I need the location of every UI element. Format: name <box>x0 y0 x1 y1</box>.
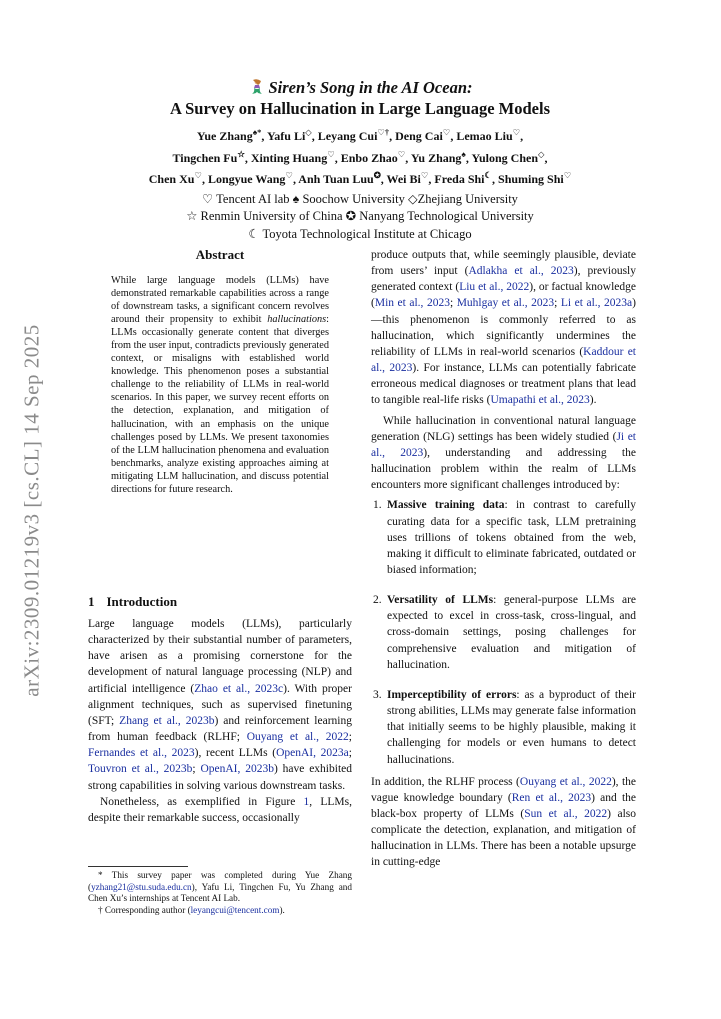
author-name: Wei Bi♡ <box>386 171 429 186</box>
citation-link[interactable]: Fernandes et al., 2023 <box>88 747 195 760</box>
author-name: Yue Zhang♠* <box>196 128 262 143</box>
arxiv-id: arXiv:2309.01219v3 [cs.CL] 14 Sep 2025 <box>19 323 44 697</box>
right-paragraph-2: While hallucination in conventional natural language generation (NLG) settings has been widely studied (Ji et al., 2023), understanding and addressing the hallucination problem within the realm of LLMs encounters more significant challenges introduced by: <box>371 414 636 492</box>
title-block <box>80 77 640 243</box>
citation-link[interactable]: Ouyang et al., 2022 <box>246 731 349 744</box>
author-name: Yu Zhang♠ <box>410 149 466 165</box>
affiliations <box>80 191 640 244</box>
author-name: Longyue Wang♡ <box>207 171 293 186</box>
challenge-list <box>371 497 636 767</box>
author-name: Tingchen Fu☆ <box>172 149 245 165</box>
section-heading <box>88 594 177 610</box>
abstract-heading: Abstract <box>195 247 245 262</box>
citation-link[interactable]: Kaddour et al., 2023 <box>371 345 636 375</box>
citation-link[interactable]: Umapathi et al., 2023 <box>490 394 590 407</box>
mermaid-icon <box>248 79 266 95</box>
citation-link[interactable]: Ji et al., 2023 <box>371 430 636 459</box>
introduction-text <box>88 616 352 826</box>
intro-paragraph-2: Nonetheless, as exemplified in Figure 1, LLMs, despite their remarkable success, occasionally <box>88 795 352 824</box>
section-title: Introduction <box>106 594 178 609</box>
footnote-1: * This survey paper was completed during Yue Zhang (yzhang21@stu.suda.edu.cn), Yafu Li, Tingchen Fu, Yu Zhang and Chen Xu’s internships at Tencent AI Lab. <box>88 870 352 903</box>
citation-link[interactable]: Ren et al., 2023 <box>511 791 592 804</box>
citation-link[interactable]: Liu et al., 2022 <box>459 281 530 294</box>
email-link[interactable]: yzhang21@stu.suda.edu.cn <box>91 881 192 892</box>
footnote-2: † Corresponding author (leyangcui@tencent.com). <box>98 904 285 915</box>
abstract-text-cont: : LLMs occasionally generate content that diverges from the user input, contradicts previously generated context, or misaligns with established world knowledge. This phenomenon poses a substantial challenge to the reliability of LLMs in real-world scenarios. In this paper, we survey recent efforts on the detection, explanation, and mitigation of hallucination, with an emphasis on the unique challenges posed by LLMs. We present taxonomies of the LLM hallucination phenomena and evaluation benchmarks, analyze existing approaches aiming at mitigating LLM hallucination, and discuss potential directions for future research. <box>111 314 329 495</box>
footnotes <box>88 870 352 916</box>
right-paragraph-1: produce outputs that, while seemingly plausible, deviate from users’ input (Adlakha et al., 2023), previously generated context (Liu et al., 2022), or factual knowledge (Min et al., 2023; Muhlgay et al., 2023; Li et al., 2023a)—this phenomenon is commonly referred to as hallucination, which significantly undermines the reliability of LLMs in real-world scenarios (Kaddour et al., 2023). For instance, LLMs can potentially fabricate erroneous medical diagnoses or treatment plans that lead to tangible real-life risks (Umapathi et al., 2023). <box>371 249 637 407</box>
citation-link[interactable]: Touvron et al., 2023b <box>88 763 193 776</box>
author-name: Xinting Huang♡ <box>250 149 335 165</box>
citation-link[interactable]: Sun et al., 2022 <box>524 808 608 820</box>
citation-link[interactable]: Zhao et al., 2023c <box>194 682 284 695</box>
citation-link[interactable]: Min et al., 2023 <box>374 297 450 310</box>
right-paragraph-3: In addition, the RLHF process (Ouyang et al., 2022), the vague knowledge boundary (Ren et al., 2023) and the black-box property of LLMs (Sun et al., 2022) also complicate the detection, explanation, and mitigation of hallucination in LLMs. There has been a notable upsurge in cutting-edge <box>371 775 637 869</box>
citation-link[interactable]: Adlakha et al., 2023 <box>468 265 574 278</box>
citation-link[interactable]: Ouyang et al., 2022 <box>519 775 612 788</box>
author-name: Deng Cai♡ <box>395 128 451 143</box>
abstract-emphasis: hallucinations <box>267 314 327 326</box>
author-name: Freda Shi☾ <box>434 171 493 186</box>
title-line-2: A Survey on Hallucination in Large Language Models <box>170 99 550 118</box>
section-number: 1 <box>88 594 95 609</box>
citation-link[interactable]: Zhang et al., 2023b <box>119 714 215 727</box>
author-name: Yulong Chen◇ <box>471 149 545 165</box>
citation-link[interactable]: OpenAI, 2023a <box>276 747 349 760</box>
title-line-1 <box>80 77 640 98</box>
list-item: 2. Versatility of LLMs: general-purpose LLMs are expected to excel in cross-task, cross-lingual, and cross-domain settings, posing challenges for comprehensive evaluation and mitigation of hallucination. <box>373 594 636 671</box>
author-name: Yafu Li◇ <box>266 128 312 143</box>
author-name: Shuming Shi♡ <box>498 171 572 186</box>
author-list: Yue Zhang♠*, Yafu Li◇, Leyang Cui♡†, Deng Cai♡, Lemao Liu♡, Tingchen Fu☆, Xinting Huang♡, Enbo Zhao♡, Yu Zhang♠, Yulong Chen◇, Chen Xu♡, Longyue Wang♡, Anh Tuan Luu✪, Wei Bi♡, Freda Shi☾, Shuming Shi♡ <box>148 128 572 186</box>
citation-link[interactable]: Li et al., 2023a <box>560 297 633 310</box>
author-name: Enbo Zhao♡ <box>340 149 406 165</box>
citation-link[interactable]: Muhlgay et al., 2023 <box>456 297 555 310</box>
author-name: Lemao Liu♡ <box>456 128 521 143</box>
abstract-body <box>111 274 329 496</box>
affiliation-line-2: ☆ Renmin University of China ✪ Nanyang Technological University <box>186 209 534 223</box>
title-italic: Siren’s Song in the AI Ocean: <box>268 78 473 97</box>
citation-link[interactable]: OpenAI, 2023b <box>200 763 274 776</box>
intro-paragraph-1: Large language models (LLMs), particularly characterized by their substantial number of parameters, have arisen as a promising cornerstone for the development of natural language processing (NLP) and artificial intelligence (Zhao et al., 2023c). With proper alignment techniques, such as supervised finetuning (SFT; Zhang et al., 2023b) and reinforcement learning from human feedback (RLHF; Ouyang et al., 2022; Fernandes et al., 2023), recent LLMs (OpenAI, 2023a; Touvron et al., 2023b; OpenAI, 2023b) have exhibited strong capabilities in solving various downstream tasks. <box>88 618 352 792</box>
arxiv-watermark <box>6 310 58 710</box>
list-item: 1. Massive training data: in contrast to carefully curating data for a specific task, LLM pretraining uses trillions of tokens obtained from the web, making it difficult to eliminate fabricated, outdated or biased information; <box>373 499 636 576</box>
list-item: 3. Imperceptibility of errors: as a byproduct of their strong abilities, LLMs may generate false information that initially seems to be highly plausible, making it challenging for models or even humans to detect hallucinations. <box>373 688 636 766</box>
affiliation-line-3: ☾ Toyota Technological Institute at Chicago <box>248 226 472 241</box>
right-column-text <box>371 247 636 871</box>
figure-link[interactable]: 1 <box>303 795 310 808</box>
email-link[interactable]: leyangcui@tencent.com <box>190 904 280 915</box>
footnote-rule <box>88 866 188 867</box>
affiliation-line-1: ♡ Tencent AI lab ♠ Soochow University ◇Zhejiang University <box>202 191 518 206</box>
author-name: Leyang Cui♡† <box>317 128 390 143</box>
author-name: Anh Tuan Luu✪ <box>298 171 381 186</box>
author-name: Chen Xu♡ <box>148 171 202 186</box>
abstract-text: While large language models (LLMs) have demonstrated remarkable capabilities across a range of downstream tasks, a significant concern revolves around their propensity to exhibit <box>111 275 329 326</box>
